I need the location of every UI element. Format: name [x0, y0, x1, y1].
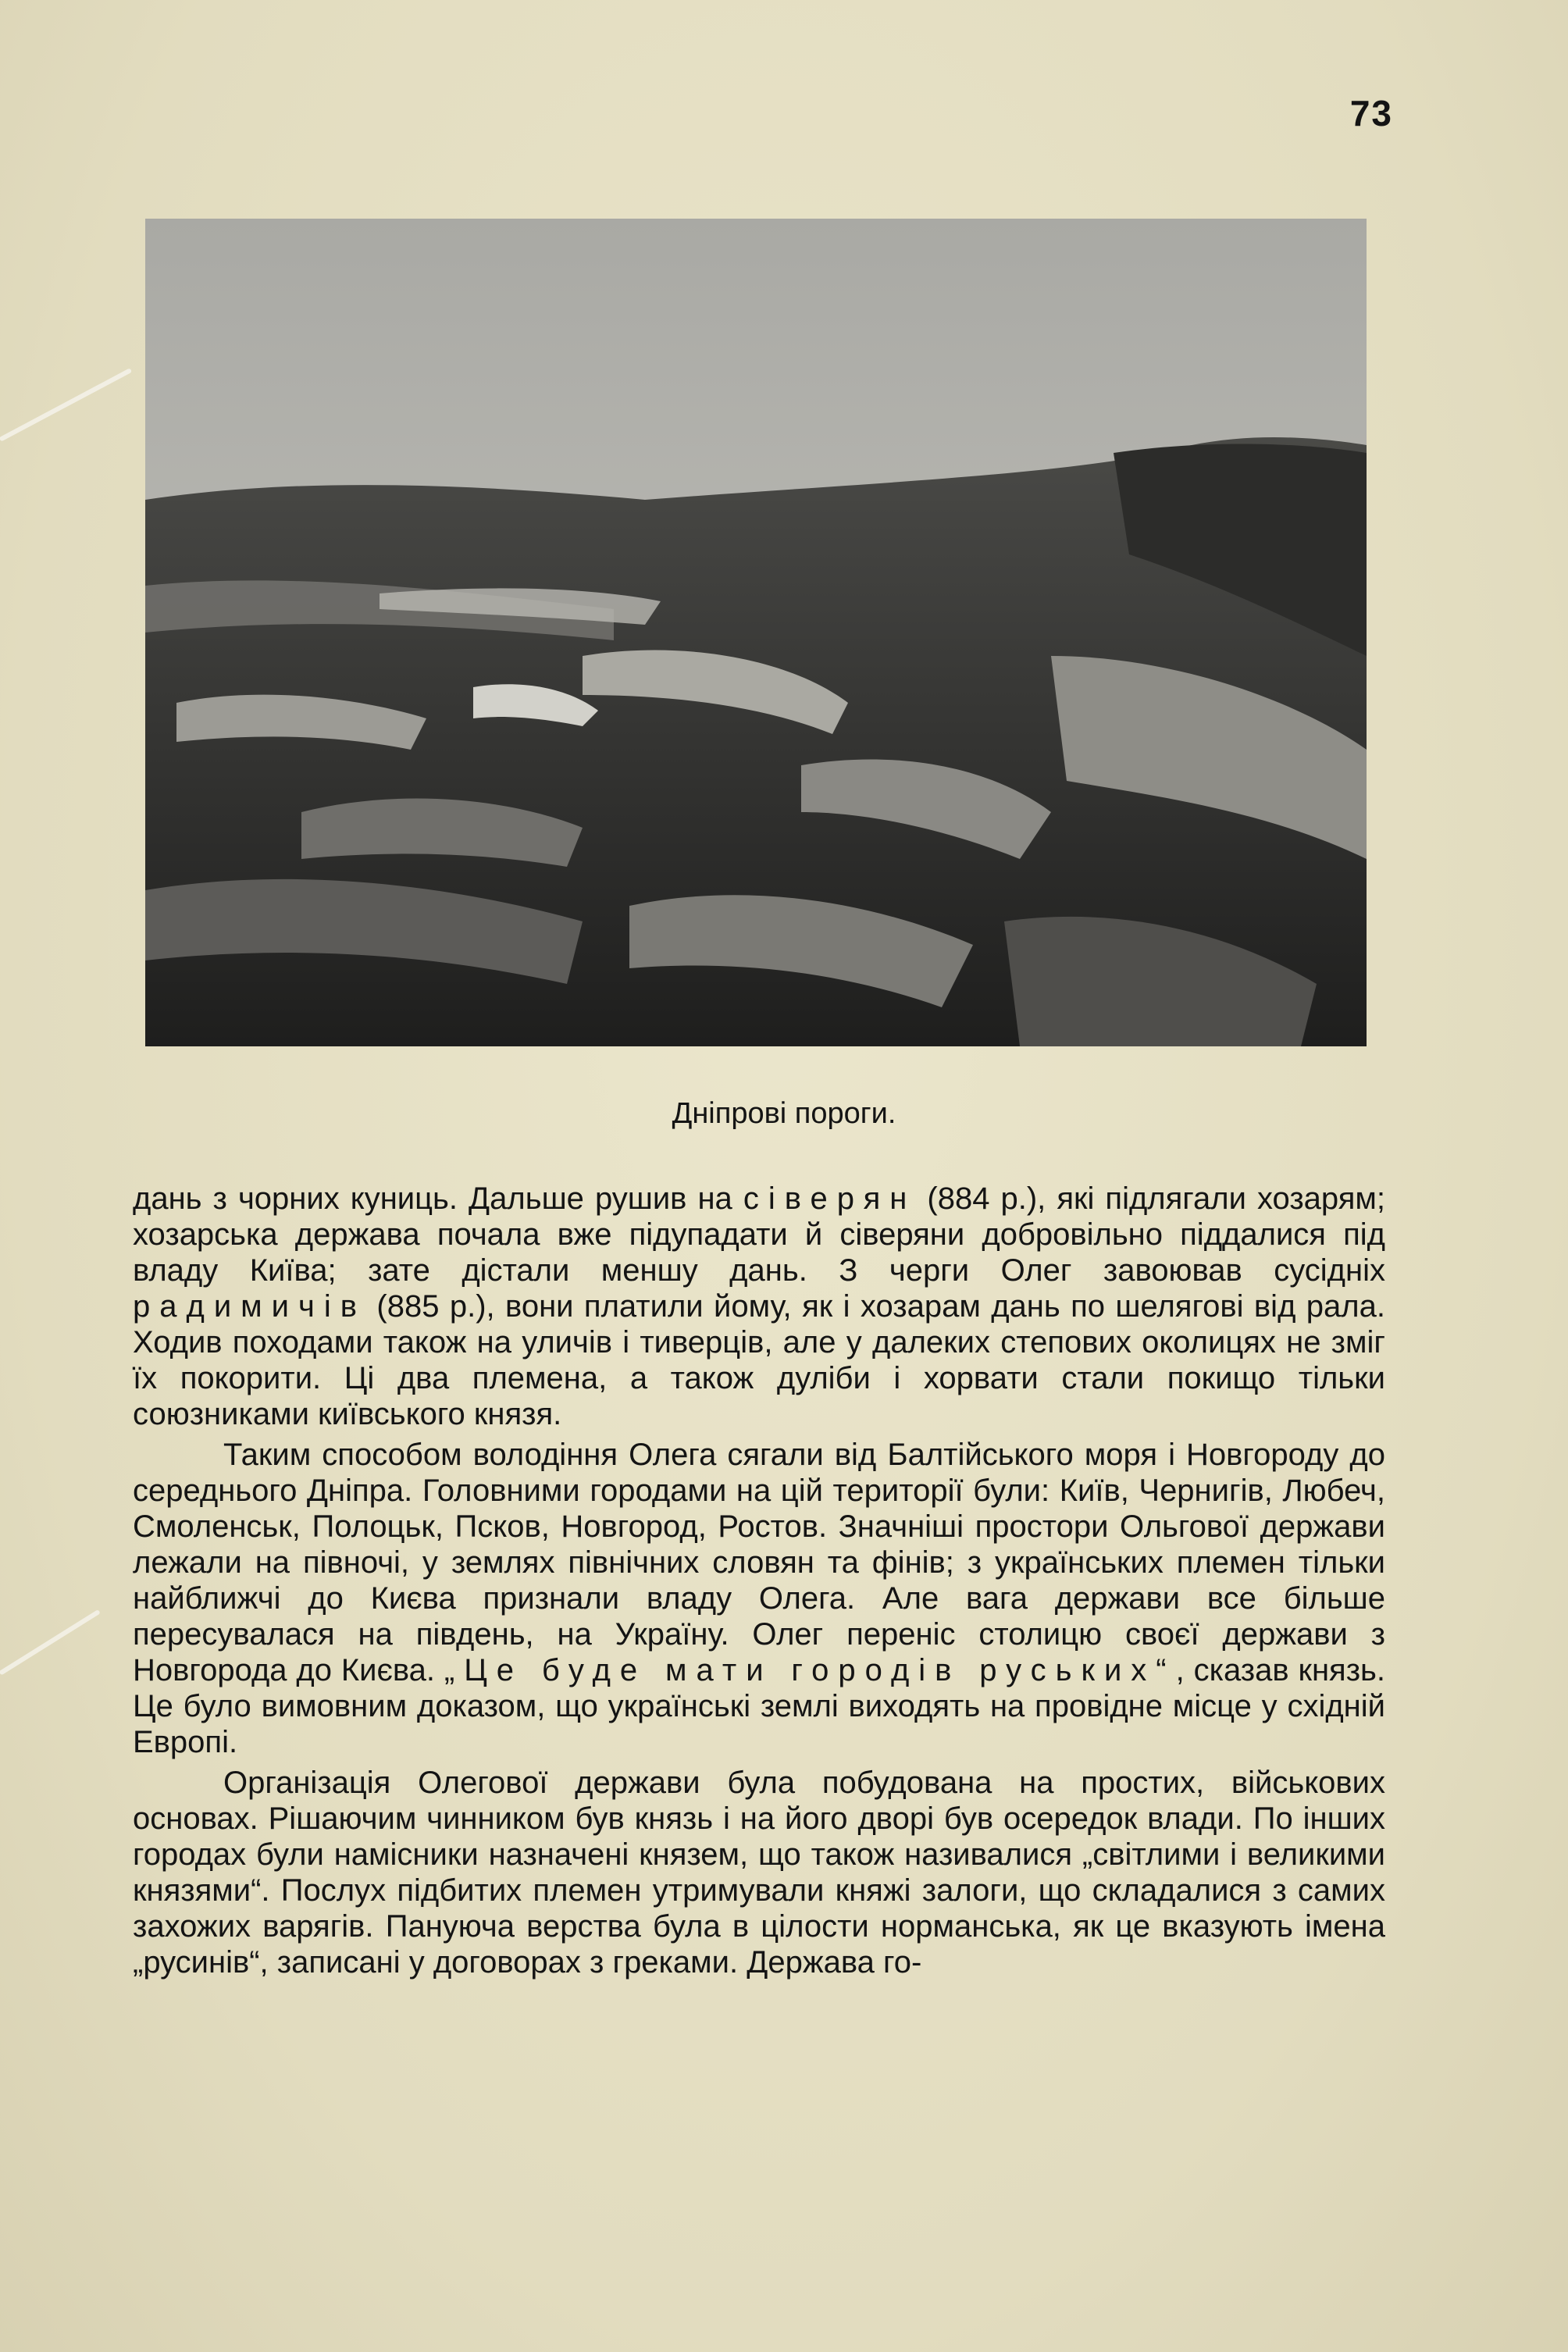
paragraph-1-part-e: (885 р.), вони платили йому, як і хозарам дань по шелягові від рала. Ходив походами також на уличів і тиверців, але у далеких степових околицях не зміг їх покорити. Ці два племена, а також дуліби і хорвати стали покищо тільки союзниками київського князя. — [133, 1289, 1385, 1431]
paragraph-1-part-c: (884 р.), які підлягали хозарям; хозарська держава почала вже підупадати й сіверяни добровільно піддалися під владу Київа; зате дістали меншу дань. З черги Олег завоював сусідніх — [133, 1181, 1386, 1288]
emphasis-siverian: сіверян — [743, 1181, 917, 1216]
emphasis-radymychiv: радимичів — [133, 1289, 366, 1324]
photo-illustration — [145, 219, 1367, 1046]
photo-caption: Дніпрові пороги. — [672, 1097, 896, 1130]
dnipro-rapids-photo — [145, 219, 1367, 1046]
paragraph-3 — [133, 1765, 1385, 1980]
paragraph-2-part-c: , сказав князь. Це було вимовним доказом, що українські землі виходять на провідне місце у східній Европі. — [133, 1653, 1385, 1759]
paper-fiber-upper — [0, 368, 132, 441]
paragraph-1 — [133, 1181, 1385, 1432]
body-text — [133, 1181, 1385, 1985]
paragraph-2-part-a: Таким способом володіння Олега сягали від Балтійського моря і Новгороду до середнього Дніпра. Головними городами на цій території були: Київ, Чернигів, Любеч, Смоленськ, Полоцьк, Псков, Новгород, Ростов. Значніші простори Ольгової держави лежали на півночі, у землях північних словян та фінів; з українських племен тільки найближчі до Києва признали владу Олега. Але вага держави все більше пересувалася на південь, на Україну. Олег переніс столицю своєї держави з Новгорода до Києва. — [133, 1438, 1385, 1687]
paper-fiber-lower — [0, 1609, 101, 1676]
page-number: 73 — [1349, 93, 1393, 134]
paragraph-2 — [133, 1437, 1385, 1760]
paragraph-3-text: Організація Олегової держави була побудована на простих, військових основах. Рішаючим чинником був князь і на його дворі був осередок влади. По інших городах були намісники назначені князем, що також називалися „світлими і великими князями“. Послух підбитих племен утримували княжі залоги, що складалися з самих захожих варягів. Пануюча верства була в цілости норманська, як це вказують імена „русинів“, записані у договорах з греками. Держава го- — [133, 1766, 1385, 1980]
emphasis-quote: „Це буде мати городів руських“ — [444, 1653, 1176, 1687]
paragraph-1-part-a: дань з чорних куниць. Дальше рушив на — [133, 1181, 743, 1216]
